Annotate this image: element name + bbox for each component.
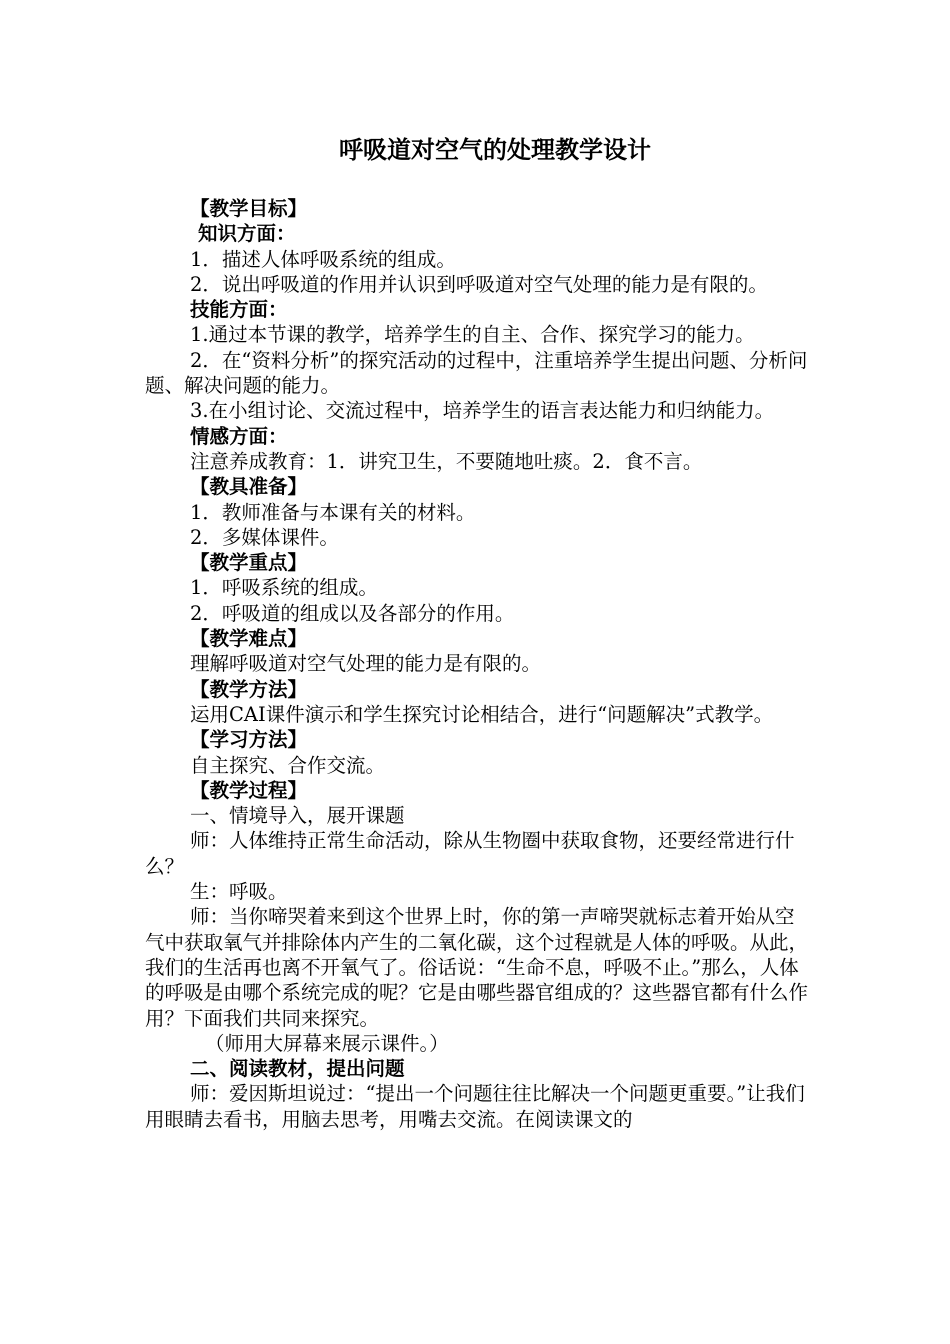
paragraph: 1．教师准备与本课有关的材料。 (190, 500, 476, 524)
document-title: 呼吸道对空气的处理教学设计 (339, 136, 651, 164)
paragraph: （师用大屏幕来展示课件。） (205, 1031, 449, 1055)
paragraph: 2．在“资料分析”的探究活动的过程中，注重培养学生提出问题、分析问题、解决问题的能力。 (145, 348, 808, 398)
section-heading: 【教学难点】 (190, 627, 308, 651)
section-heading: 【教学重点】 (190, 551, 308, 575)
subsection-heading: 情感方面： (190, 424, 288, 448)
paragraph: 2．多媒体课件。 (190, 525, 339, 549)
paragraph: 1．描述人体呼吸系统的组成。 (190, 247, 456, 271)
paragraph: 1.通过本节课的教学，培养学生的自主、合作、探究学习的能力。 (190, 323, 755, 347)
paragraph: 师：人体维持正常生命活动，除从生物圈中获取食物，还要经常进行什么？ (145, 829, 795, 878)
paragraph: 理解呼吸道对空气处理的能力是有限的。 (190, 652, 542, 676)
section-heading: 【教学目标】 (190, 197, 308, 220)
paragraph: 2．说出呼吸道的作用并认识到呼吸道对空气处理的能力是有限的。 (190, 272, 768, 296)
paragraph: 1．呼吸系统的组成。 (190, 576, 378, 600)
subsection-heading: 技能方面： (190, 298, 288, 322)
paragraph: 师：爱因斯坦说过：“提出一个问题往往比解决一个问题更重要。”让我们用眼睛去看书，用脑去思考，用嘴去交流。在阅读课文的 (145, 1082, 805, 1131)
section-heading: 【教学方法】 (190, 677, 308, 701)
section-heading: 【教学过程】 (190, 778, 308, 802)
subsection-heading: 知识方面： (198, 222, 296, 246)
paragraph: 3.在小组讨论、交流过程中，培养学生的语言表达能力和归纳能力。 (190, 399, 775, 423)
paragraph: 运用CAI课件演示和学生探究讨论相结合，进行“问题解决”式教学。 (190, 702, 774, 726)
paragraph: 2．呼吸道的组成以及各部分的作用。 (190, 601, 515, 625)
document-body (145, 196, 808, 1132)
section-heading: 【教具准备】 (190, 475, 308, 499)
subsection-heading: 二、阅读教材，提出问题 (190, 1057, 405, 1081)
paragraph: 注意养成教育：1．讲究卫生，不要随地吐痰。2．食不言。 (190, 449, 703, 473)
paragraph: 师：当你啼哭着来到这个世界上时，你的第一声啼哭就标志着开始从空气中获取氧气并排除体内产生的二氧化碳，这个过程就是人体的呼吸。从此，我们的生活再也离不开氧气了。俗话说：“生命不息，呼吸不止。”那么，人体的呼吸是由哪个系统完成的呢？它是由哪些器官组成的？这些器官都有什么作用？下面我们共同来探究。 (145, 905, 809, 1030)
paragraph: 生：呼吸。 (190, 880, 288, 904)
paragraph: 自主探究、合作交流。 (190, 753, 386, 777)
paragraph: 一、情境导入，展开课题 (190, 804, 405, 828)
section-heading: 【学习方法】 (190, 728, 308, 752)
